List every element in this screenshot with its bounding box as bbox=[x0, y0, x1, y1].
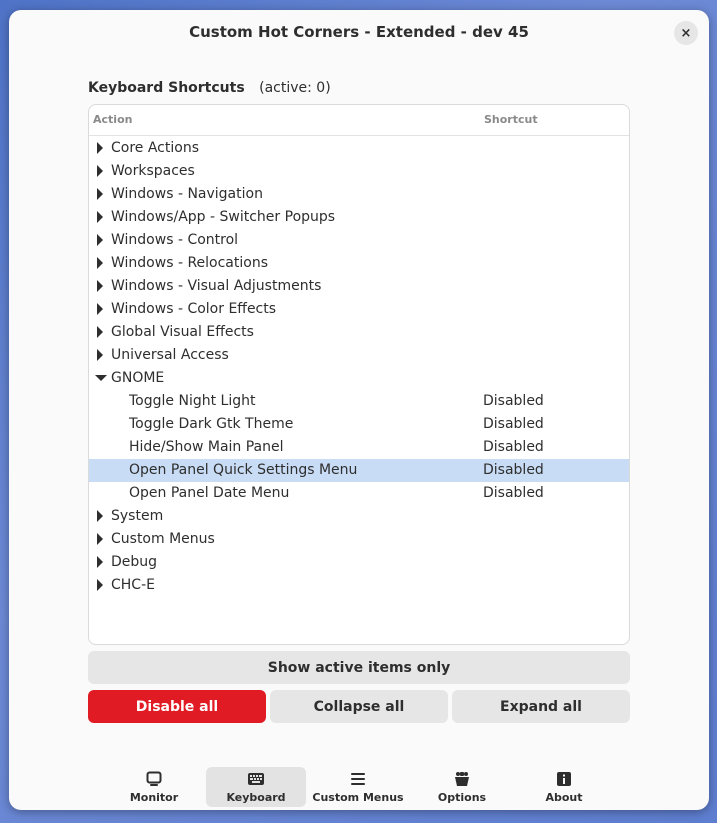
nav-about-label: About bbox=[545, 791, 583, 804]
tree-category-row[interactable] bbox=[89, 183, 629, 206]
nav-custom-menus-label: Custom Menus bbox=[312, 791, 404, 804]
tree-category-row[interactable] bbox=[89, 252, 629, 275]
tree-category-row[interactable] bbox=[89, 206, 629, 229]
menu-icon bbox=[308, 770, 408, 788]
tree-row-label: Hide/Show Main Panel bbox=[129, 439, 284, 455]
tree-row-label: CHC-E bbox=[111, 577, 155, 593]
nav-about[interactable] bbox=[514, 767, 614, 807]
close-icon: × bbox=[680, 25, 692, 41]
shortcut-value[interactable]: Disabled bbox=[483, 393, 544, 409]
column-header-shortcut[interactable]: Shortcut bbox=[484, 113, 538, 126]
tree-child-row[interactable] bbox=[89, 413, 629, 436]
tree-category-row[interactable] bbox=[89, 160, 629, 183]
tree-child-row[interactable] bbox=[89, 390, 629, 413]
tree-row-label: GNOME bbox=[111, 370, 165, 386]
expander-right-icon[interactable] bbox=[95, 528, 105, 551]
tree-row-label: Windows - Visual Adjustments bbox=[111, 278, 322, 294]
tree-category-row[interactable] bbox=[89, 551, 629, 574]
shortcut-value[interactable]: Disabled bbox=[483, 416, 544, 432]
nav-keyboard-label: Keyboard bbox=[226, 791, 286, 804]
options-icon bbox=[412, 770, 512, 788]
expander-right-icon[interactable] bbox=[95, 551, 105, 574]
nav-keyboard[interactable] bbox=[206, 767, 306, 807]
tree-row-label: Windows/App - Switcher Popups bbox=[111, 209, 336, 225]
tree-rows bbox=[89, 137, 629, 597]
tree-header bbox=[89, 105, 629, 136]
tree-row-label: Custom Menus bbox=[111, 531, 215, 547]
expand-all-button[interactable]: Expand all bbox=[452, 690, 630, 723]
tree-row-label: Toggle Night Light bbox=[129, 393, 256, 409]
keyboard-icon bbox=[206, 770, 306, 788]
section-title: Keyboard Shortcuts bbox=[88, 80, 245, 96]
main-window bbox=[9, 10, 709, 810]
tree-child-row[interactable] bbox=[89, 436, 629, 459]
section-header bbox=[88, 80, 331, 96]
expander-right-icon[interactable] bbox=[95, 505, 105, 528]
close-button[interactable] bbox=[674, 21, 698, 45]
nav-options[interactable] bbox=[412, 767, 512, 807]
tree-row-label: Global Visual Effects bbox=[111, 324, 254, 340]
shortcut-value[interactable]: Disabled bbox=[483, 462, 544, 478]
collapse-all-button[interactable]: Collapse all bbox=[270, 690, 448, 723]
shortcut-value[interactable]: Disabled bbox=[483, 485, 544, 501]
info-icon bbox=[514, 770, 614, 788]
tree-row-label: Workspaces bbox=[111, 163, 195, 179]
expander-right-icon[interactable] bbox=[95, 229, 105, 252]
tree-category-row[interactable] bbox=[89, 367, 629, 390]
shortcut-value[interactable]: Disabled bbox=[483, 439, 544, 455]
show-active-button[interactable]: Show active items only bbox=[88, 651, 630, 684]
tree-category-row[interactable] bbox=[89, 344, 629, 367]
tree-category-row[interactable] bbox=[89, 574, 629, 597]
expander-right-icon[interactable] bbox=[95, 137, 105, 160]
window-title: Custom Hot Corners - Extended - dev 45 bbox=[189, 23, 529, 41]
expander-right-icon[interactable] bbox=[95, 160, 105, 183]
shortcuts-tree[interactable] bbox=[88, 104, 630, 645]
disable-all-button[interactable]: Disable all bbox=[88, 690, 266, 723]
expander-right-icon[interactable] bbox=[95, 298, 105, 321]
title-bar bbox=[9, 10, 709, 56]
tree-row-label: Toggle Dark Gtk Theme bbox=[129, 416, 294, 432]
column-header-action[interactable]: Action bbox=[93, 113, 133, 126]
tree-row-label: Windows - Color Effects bbox=[111, 301, 277, 317]
active-count: (active: 0) bbox=[259, 80, 331, 96]
tree-row-label: Open Panel Date Menu bbox=[129, 485, 290, 501]
tree-category-row[interactable] bbox=[89, 229, 629, 252]
bottom-nav bbox=[9, 760, 709, 810]
expander-right-icon[interactable] bbox=[95, 252, 105, 275]
tree-category-row[interactable] bbox=[89, 137, 629, 160]
expander-right-icon[interactable] bbox=[95, 206, 105, 229]
tree-row-label: Open Panel Quick Settings Menu bbox=[129, 462, 358, 478]
tree-category-row[interactable] bbox=[89, 275, 629, 298]
expander-right-icon[interactable] bbox=[95, 574, 105, 597]
tree-child-row[interactable] bbox=[89, 459, 629, 482]
tree-child-row[interactable] bbox=[89, 482, 629, 505]
expander-right-icon[interactable] bbox=[95, 344, 105, 367]
tree-row-label: Debug bbox=[111, 554, 158, 570]
tree-row-label: System bbox=[111, 508, 164, 524]
nav-options-label: Options bbox=[437, 791, 487, 804]
tree-row-label: Windows - Control bbox=[111, 232, 239, 248]
tree-category-row[interactable] bbox=[89, 298, 629, 321]
tree-category-row[interactable] bbox=[89, 528, 629, 551]
tree-row-label: Windows - Navigation bbox=[111, 186, 263, 202]
tree-row-label: Universal Access bbox=[111, 347, 229, 363]
expander-down-icon[interactable] bbox=[95, 367, 105, 390]
expander-right-icon[interactable] bbox=[95, 183, 105, 206]
tree-category-row[interactable] bbox=[89, 505, 629, 528]
monitor-icon bbox=[104, 770, 204, 788]
nav-custom-menus[interactable] bbox=[308, 767, 408, 807]
tree-row-label: Core Actions bbox=[111, 140, 199, 156]
expander-right-icon[interactable] bbox=[95, 321, 105, 344]
nav-monitor[interactable] bbox=[104, 767, 204, 807]
expander-right-icon[interactable] bbox=[95, 275, 105, 298]
tree-category-row[interactable] bbox=[89, 321, 629, 344]
tree-row-label: Windows - Relocations bbox=[111, 255, 269, 271]
nav-monitor-label: Monitor bbox=[129, 791, 179, 804]
